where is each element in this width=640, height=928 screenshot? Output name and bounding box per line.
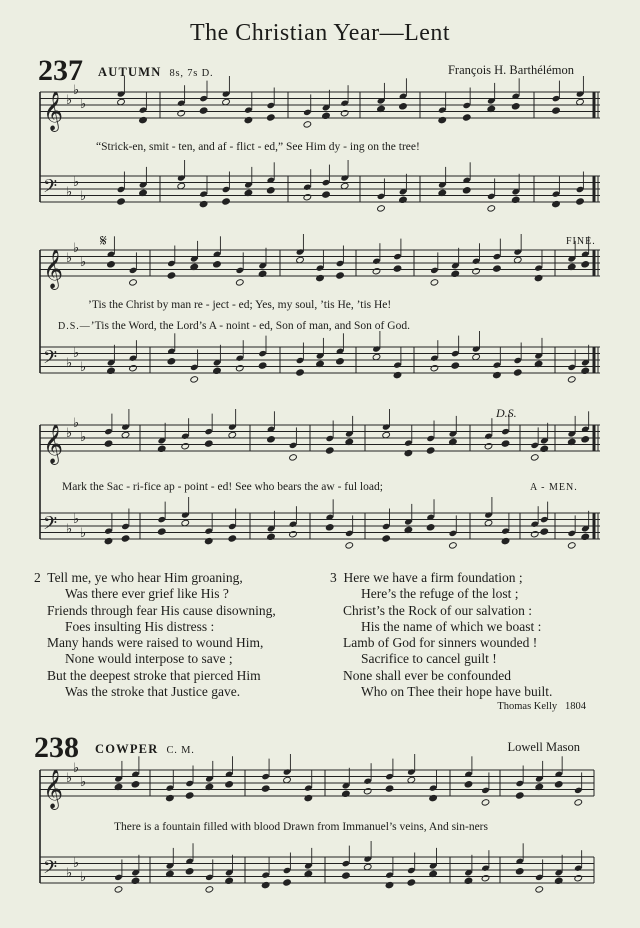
note-head xyxy=(204,440,213,447)
note-head xyxy=(114,886,123,893)
note-head xyxy=(167,358,176,365)
note-head xyxy=(185,792,194,799)
flat-icon: ♭ xyxy=(66,522,73,537)
flat-icon: ♭ xyxy=(73,241,80,256)
note-head xyxy=(267,114,276,121)
flat-icon: ♭ xyxy=(73,175,80,190)
note-head xyxy=(487,205,496,212)
fine-mark: FINE. xyxy=(566,236,596,247)
attribution xyxy=(497,701,586,712)
note-head xyxy=(325,524,334,531)
note-head xyxy=(462,114,471,121)
note-head xyxy=(177,110,186,117)
note-head xyxy=(303,194,312,201)
note-head xyxy=(385,785,394,792)
note-head xyxy=(567,542,576,549)
note-head xyxy=(513,369,522,376)
note-head xyxy=(213,261,222,268)
flat-icon: ♭ xyxy=(80,255,87,270)
verse-line: Lamb of God for sinners wounded ! xyxy=(343,635,538,651)
flat-icon: ♭ xyxy=(73,346,80,361)
note-head xyxy=(129,279,138,286)
lyric-line-3: Mark the Sac - ri-fice ap - point - ed! See who bears the aw - ful load; xyxy=(62,481,383,493)
treble-clef-icon: 𝄞 xyxy=(43,249,64,289)
note-head xyxy=(426,524,435,531)
note-head xyxy=(167,272,176,279)
bass-clef-icon: 𝄢 xyxy=(43,176,58,202)
flat-icon: ♭ xyxy=(73,761,80,776)
flat-icon: ♭ xyxy=(80,526,87,541)
note-head xyxy=(407,879,416,886)
note-head xyxy=(185,868,194,875)
year: 1804 xyxy=(565,701,586,712)
note-head xyxy=(304,794,313,801)
verse-line: Was the stroke that Justice gave. xyxy=(65,684,241,700)
note-head xyxy=(261,881,270,888)
note-head xyxy=(377,205,386,212)
note-head xyxy=(289,531,298,538)
note-head xyxy=(236,365,245,372)
verse-line: Many hands were raised to wound Him, xyxy=(47,635,264,651)
hymn-number: 237 xyxy=(38,54,83,87)
stanza-number: 3 xyxy=(330,570,337,585)
note-head xyxy=(426,447,435,454)
treble-clef-icon: 𝄞 xyxy=(43,424,64,464)
note-head xyxy=(342,872,351,879)
bass-clef-icon: 𝄢 xyxy=(43,857,58,883)
verse-line: Christ’s the Rock of our salvation : xyxy=(343,602,532,618)
stanza-3 xyxy=(330,570,552,700)
note-head xyxy=(511,103,520,110)
note-head xyxy=(399,103,408,110)
meter: C. M. xyxy=(166,745,195,756)
note-head xyxy=(464,781,473,788)
flat-icon: ♭ xyxy=(80,870,87,885)
note-head xyxy=(222,198,231,205)
verse-line: Friends through fear His cause disowning, xyxy=(47,602,276,618)
verse-line: Foes insulting His distress : xyxy=(65,618,215,634)
flat-icon: ♭ xyxy=(73,83,80,98)
note-head xyxy=(484,443,493,450)
note-head xyxy=(345,542,354,549)
note-head xyxy=(336,358,345,365)
note-head xyxy=(404,449,413,456)
note-head xyxy=(107,261,116,268)
verse-line: Tell me, ye who hear Him groaning, xyxy=(47,570,243,585)
note-head xyxy=(574,799,583,806)
note-head xyxy=(481,875,490,882)
hymn-header-238 xyxy=(95,740,195,758)
note-head xyxy=(289,454,298,461)
flat-icon: ♭ xyxy=(80,775,87,790)
note-head xyxy=(117,198,126,205)
note-head xyxy=(129,365,138,372)
note-head xyxy=(385,881,394,888)
flat-icon: ♭ xyxy=(73,856,80,871)
hymn-number-238: 238 xyxy=(34,731,79,764)
note-head xyxy=(261,785,270,792)
note-head xyxy=(534,274,543,281)
note-head xyxy=(244,116,253,123)
note-head xyxy=(493,265,502,272)
note-head xyxy=(121,535,130,542)
note-head xyxy=(430,365,439,372)
note-head xyxy=(430,279,439,286)
note-head xyxy=(462,187,471,194)
note-head xyxy=(340,110,349,117)
note-head xyxy=(382,535,391,542)
note-head xyxy=(296,369,305,376)
note-head xyxy=(225,781,234,788)
treble-clef-icon: 𝄞 xyxy=(43,769,64,809)
flat-icon: ♭ xyxy=(66,251,73,266)
note-head xyxy=(393,371,402,378)
note-head xyxy=(267,436,276,443)
flat-icon: ♭ xyxy=(66,93,73,108)
verse-line: None shall ever be confounded xyxy=(343,667,511,683)
author: Thomas Kelly xyxy=(497,701,558,712)
note-head xyxy=(258,362,267,369)
note-head xyxy=(190,376,199,383)
note-head xyxy=(493,371,502,378)
note-head xyxy=(515,792,524,799)
note-head xyxy=(429,794,438,801)
note-head xyxy=(139,116,148,123)
note-head xyxy=(540,528,549,535)
lyric-line-1: “Strick-en, smit - ten, and af - flict - ed,” See Him dy - ing on the tree! xyxy=(96,141,420,153)
note-head xyxy=(372,268,381,275)
note-head xyxy=(303,121,312,128)
note-head xyxy=(322,191,331,198)
note-head xyxy=(363,788,372,795)
page-title: The Christian Year—Lent xyxy=(189,20,451,46)
flat-icon: ♭ xyxy=(80,430,87,445)
verse-line: But the deepest stroke that pierced Him xyxy=(47,667,261,683)
ds-mark: D.S. xyxy=(496,406,517,420)
note-head xyxy=(530,531,539,538)
note-head xyxy=(199,107,208,114)
note-head xyxy=(449,542,458,549)
note-head xyxy=(501,537,510,544)
flat-icon: ♭ xyxy=(66,866,73,881)
treble-clef-icon: 𝄞 xyxy=(43,91,64,131)
note-head xyxy=(438,116,447,123)
ds-lyric: ’Tis the Word, the Lord’s A - noint - ed, Son of man, and Son of God. xyxy=(90,320,410,332)
verse-line: Here we have a firm foundation ; xyxy=(343,570,523,585)
flat-icon: ♭ xyxy=(73,512,80,527)
segno-icon: 𝄋 xyxy=(100,233,107,250)
note-head xyxy=(515,868,524,875)
note-head xyxy=(581,436,590,443)
note-head xyxy=(451,362,460,369)
composer-238: Lowell Mason xyxy=(507,740,580,754)
note-head xyxy=(576,198,585,205)
flat-icon: ♭ xyxy=(80,189,87,204)
note-head xyxy=(283,879,292,886)
note-head xyxy=(581,261,590,268)
note-head xyxy=(236,279,245,286)
tune-name: AUTUMN xyxy=(98,65,162,79)
flat-icon: ♭ xyxy=(66,356,73,371)
stanza-number: 2 xyxy=(34,570,41,585)
composer: François H. Barthélémon xyxy=(447,63,574,77)
note-head xyxy=(104,537,113,544)
verse-line: Who on Thee their hope have built. xyxy=(361,684,553,700)
note-head xyxy=(554,781,563,788)
note-head xyxy=(567,376,576,383)
ds-label: D.S.— xyxy=(58,321,91,332)
note-head xyxy=(205,886,214,893)
note-head xyxy=(228,535,237,542)
flat-icon: ♭ xyxy=(80,360,87,375)
note-head xyxy=(552,107,561,114)
flat-icon: ♭ xyxy=(66,185,73,200)
note-head xyxy=(481,799,490,806)
note-head xyxy=(530,454,539,461)
flat-icon: ♭ xyxy=(66,426,73,441)
tune-name: COWPER xyxy=(95,742,159,756)
amen-mark: A - MEN. xyxy=(530,482,578,493)
note-head xyxy=(267,187,276,194)
note-head xyxy=(574,875,583,882)
note-head xyxy=(166,794,175,801)
note-head xyxy=(336,272,345,279)
verse-line: None would interpose to save ; xyxy=(65,651,233,667)
note-head xyxy=(131,781,140,788)
note-head xyxy=(316,274,325,281)
note-head xyxy=(204,537,213,544)
flat-icon: ♭ xyxy=(66,771,73,786)
note-head xyxy=(104,440,113,447)
note-head xyxy=(552,200,561,207)
verse-line: His the name of which we boast : xyxy=(361,618,542,634)
bass-clef-icon: 𝄢 xyxy=(43,513,58,539)
lyric-line-2: ’Tis the Christ by man re - ject - ed; Yes, my soul, ’tis He, ’tis He! xyxy=(88,299,392,311)
meter: 8s, 7s D. xyxy=(169,68,214,79)
stanza-2 xyxy=(34,570,276,700)
note-head xyxy=(535,886,544,893)
note-head xyxy=(472,268,481,275)
verse-line: Was there ever grief like His ? xyxy=(65,586,229,602)
verse-line: Here’s the refuge of the lost ; xyxy=(361,586,519,602)
note-head xyxy=(181,443,190,450)
bass-clef-icon: 𝄢 xyxy=(43,347,58,373)
verse-line: Sacrifice to cancel guilt ! xyxy=(361,651,497,667)
note-head xyxy=(501,440,510,447)
lyric-line-238: There is a fountain filled with blood Drawn from Immanuel’s veins, And sin-ners xyxy=(114,821,488,833)
note-head xyxy=(393,265,402,272)
note-head xyxy=(199,200,208,207)
flat-icon: ♭ xyxy=(73,416,80,431)
lyric-line-2-ds xyxy=(58,316,410,334)
flat-icon: ♭ xyxy=(80,97,87,112)
note-head xyxy=(157,528,166,535)
note-head xyxy=(325,447,334,454)
